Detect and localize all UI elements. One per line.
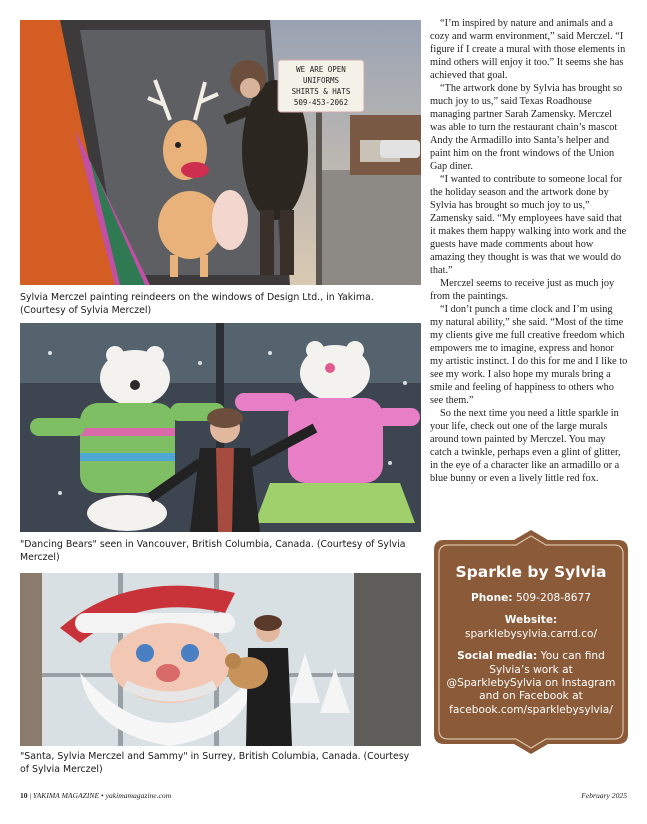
sidebar-content: [444, 563, 618, 726]
article-paragraph: “I’m inspired by nature and animals and a cozy and warm environment,” said Merczel. “I figure if I create a mural with those elements in mind others will enjoy it too.” It seems she has achieved that goal.: [430, 18, 626, 81]
issue-date: February 2025: [581, 791, 627, 800]
sidebar-title: Sparkle by Sylvia: [455, 563, 607, 581]
sign-line: UNIFORMS: [302, 76, 340, 85]
sidebar-website: [444, 614, 618, 641]
phone-label: Phone:: [471, 592, 513, 604]
footer-bullet: •: [101, 791, 106, 800]
dancing-bears-illustration: [20, 323, 421, 532]
website-link[interactable]: sparklebysylvia.carrd.co/: [464, 627, 598, 640]
footer-separator: |: [29, 791, 33, 800]
sidebar-social: [444, 650, 618, 717]
info-sidebar: [434, 530, 628, 754]
santa-window-illustration: [20, 573, 421, 746]
article-body: [430, 17, 628, 485]
article-paragraph: “I don’t punch a time clock and I’m using my natural ability,” she said. “Most of the time my clients give me full creative freedom which empowers me to imagine, express and honor my artistic instinct. I do this for me and I like to see my work. I also hope my murals bring a smile and feeling of happiness to others who see them.”: [430, 304, 628, 406]
article-paragraph: “The artwork done by Sylvia has brought so much joy to us,” said Texas Roadhouse managing partner Sarah Zamensky. Merczel was able to turn the restaurant chain’s mascot Andy the Armadillo into Santa’s helper and paint him on the front windows of the Union Gap diner.: [430, 83, 623, 172]
sign-line: 509-453-2062: [293, 98, 349, 107]
magazine-website[interactable]: yakimamagazine.com: [105, 791, 172, 800]
photo-caption: Sylvia Merczel painting reindeers on the windows of Design Ltd., in Yakima. (Courtesy of Sylvia Merczel): [20, 292, 374, 316]
photo-caption: "Santa, Sylvia Merczel and Sammy" in Surrey, British Columbia, Canada. (Courtesy of Sylvia Merczel): [20, 751, 410, 775]
phone-value[interactable]: 509-208-8677: [515, 592, 591, 604]
magazine-name: YAKIMA MAGAZINE: [32, 791, 100, 800]
website-label: Website:: [504, 614, 558, 627]
social-text: You can find Sylvia’s work at @SparklebySylvia on Instagram and on Facebook at facebook.com/sparklebysylvia/: [446, 650, 616, 716]
article-paragraph: Merczel seems to receive just as much joy from the paintings.: [430, 278, 615, 302]
footer-left: [20, 791, 171, 800]
sign-line: SHIRTS & HATS: [291, 87, 351, 96]
article-paragraph: So the next time you need a little sparkle in your life, check out one of the large murals around town painted by Merczel. You may catch a twinkle, perhaps even a glint of glitter, in the eye of a character like an armadillo or a blue bunny or even a lively little red fox.: [430, 408, 621, 484]
sign-line: WE ARE OPEN: [296, 65, 346, 74]
social-label: Social media:: [457, 650, 538, 663]
photo-caption: "Dancing Bears" seen in Vancouver, British Columbia, Canada. (Courtesy of Sylvia Merczel): [20, 539, 406, 563]
sidebar-phone: [444, 592, 618, 605]
photo-santa-window: [20, 573, 421, 746]
article-paragraph: “I wanted to contribute to someone local for the holiday season and the artwork done by Sylvia has brought so much joy to us,” Zamensky said. “My employees have said that it makes them happy walking into work and the guests have made comments about how amazing they thought is was that we would do that.”: [430, 174, 627, 276]
photo-dancing-bears: [20, 323, 421, 532]
reindeer-window-illustration: [20, 20, 421, 285]
photo-reindeer-window: [20, 20, 421, 285]
page-number: 10: [20, 791, 28, 800]
